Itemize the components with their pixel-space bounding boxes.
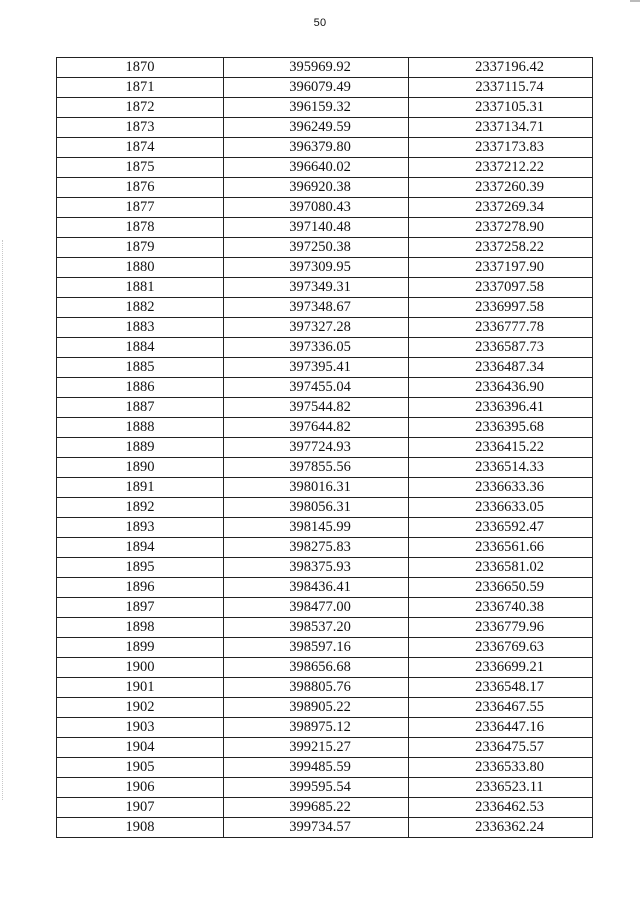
table-row: [57, 238, 593, 258]
point-number-cell: 1878: [57, 218, 224, 238]
y-coordinate-cell: 2336447.16: [409, 718, 593, 738]
x-coordinate-cell: 397348.67: [224, 298, 409, 318]
x-coordinate-cell: 397327.28: [224, 318, 409, 338]
y-coordinate-cell: 2336436.90: [409, 378, 593, 398]
x-coordinate-cell: 395969.92: [224, 58, 409, 78]
table-row: [57, 318, 593, 338]
table-row: [57, 638, 593, 658]
table-row: [57, 498, 593, 518]
y-coordinate-cell: 2336475.57: [409, 738, 593, 758]
point-number-cell: 1901: [57, 678, 224, 698]
point-number-cell: 1898: [57, 618, 224, 638]
table-row: [57, 218, 593, 238]
point-number-cell: 1886: [57, 378, 224, 398]
point-number-cell: 1876: [57, 178, 224, 198]
point-number-cell: 1891: [57, 478, 224, 498]
x-coordinate-cell: 396379.80: [224, 138, 409, 158]
point-number-cell: 1870: [57, 58, 224, 78]
y-coordinate-cell: 2337212.22: [409, 158, 593, 178]
page-number: 50: [313, 17, 327, 29]
x-coordinate-cell: 398597.16: [224, 638, 409, 658]
y-coordinate-cell: 2336395.68: [409, 418, 593, 438]
coordinates-table: [56, 57, 593, 838]
x-coordinate-cell: 397309.95: [224, 258, 409, 278]
point-number-cell: 1873: [57, 118, 224, 138]
point-number-cell: 1881: [57, 278, 224, 298]
x-coordinate-cell: 398975.12: [224, 718, 409, 738]
x-coordinate-cell: 399685.22: [224, 798, 409, 818]
y-coordinate-cell: 2336779.96: [409, 618, 593, 638]
point-number-cell: 1875: [57, 158, 224, 178]
table-row: [57, 598, 593, 618]
y-coordinate-cell: 2337105.31: [409, 98, 593, 118]
y-coordinate-cell: 2337269.34: [409, 198, 593, 218]
point-number-cell: 1907: [57, 798, 224, 818]
table-row: [57, 198, 593, 218]
page-corner-rule: [630, 0, 640, 2]
y-coordinate-cell: 2336462.53: [409, 798, 593, 818]
point-number-cell: 1906: [57, 778, 224, 798]
y-coordinate-cell: 2336487.34: [409, 358, 593, 378]
y-coordinate-cell: 2336777.78: [409, 318, 593, 338]
point-number-cell: 1908: [57, 818, 224, 838]
table-row: [57, 778, 593, 798]
y-coordinate-cell: 2337196.42: [409, 58, 593, 78]
table-row: [57, 678, 593, 698]
point-number-cell: 1883: [57, 318, 224, 338]
point-number-cell: 1893: [57, 518, 224, 538]
y-coordinate-cell: 2336415.22: [409, 438, 593, 458]
y-coordinate-cell: 2336633.05: [409, 498, 593, 518]
table-row: [57, 98, 593, 118]
point-number-cell: 1874: [57, 138, 224, 158]
table-row: [57, 558, 593, 578]
table-row: [57, 538, 593, 558]
table-row: [57, 258, 593, 278]
x-coordinate-cell: 397544.82: [224, 398, 409, 418]
x-coordinate-cell: 397395.41: [224, 358, 409, 378]
point-number-cell: 1877: [57, 198, 224, 218]
x-coordinate-cell: 399215.27: [224, 738, 409, 758]
point-number-cell: 1897: [57, 598, 224, 618]
table-row: [57, 398, 593, 418]
x-coordinate-cell: 398436.41: [224, 578, 409, 598]
y-coordinate-cell: 2336581.02: [409, 558, 593, 578]
x-coordinate-cell: 397644.82: [224, 418, 409, 438]
y-coordinate-cell: 2337134.71: [409, 118, 593, 138]
table-row: [57, 438, 593, 458]
point-number-cell: 1899: [57, 638, 224, 658]
x-coordinate-cell: 396920.38: [224, 178, 409, 198]
x-coordinate-cell: 398275.83: [224, 538, 409, 558]
y-coordinate-cell: 2336396.41: [409, 398, 593, 418]
x-coordinate-cell: 396159.32: [224, 98, 409, 118]
y-coordinate-cell: 2337173.83: [409, 138, 593, 158]
table-row: [57, 518, 593, 538]
x-coordinate-cell: 399485.59: [224, 758, 409, 778]
coordinates-table-body: [57, 58, 593, 838]
x-coordinate-cell: 396640.02: [224, 158, 409, 178]
point-number-cell: 1880: [57, 258, 224, 278]
table-row: [57, 78, 593, 98]
point-number-cell: 1905: [57, 758, 224, 778]
table-row: [57, 738, 593, 758]
table-row: [57, 278, 593, 298]
table-row: [57, 178, 593, 198]
x-coordinate-cell: 397250.38: [224, 238, 409, 258]
y-coordinate-cell: 2336362.24: [409, 818, 593, 838]
y-coordinate-cell: 2336533.80: [409, 758, 593, 778]
point-number-cell: 1902: [57, 698, 224, 718]
y-coordinate-cell: 2337197.90: [409, 258, 593, 278]
x-coordinate-cell: 398375.93: [224, 558, 409, 578]
y-coordinate-cell: 2337278.90: [409, 218, 593, 238]
y-coordinate-cell: 2336467.55: [409, 698, 593, 718]
table-row: [57, 138, 593, 158]
table-row: [57, 58, 593, 78]
y-coordinate-cell: 2336587.73: [409, 338, 593, 358]
y-coordinate-cell: 2337260.39: [409, 178, 593, 198]
y-coordinate-cell: 2336769.63: [409, 638, 593, 658]
table-row: [57, 578, 593, 598]
y-coordinate-cell: 2337258.22: [409, 238, 593, 258]
table-row: [57, 158, 593, 178]
table-row: [57, 818, 593, 838]
x-coordinate-cell: 398537.20: [224, 618, 409, 638]
point-number-cell: 1888: [57, 418, 224, 438]
table-row: [57, 718, 593, 738]
point-number-cell: 1884: [57, 338, 224, 358]
y-coordinate-cell: 2336561.66: [409, 538, 593, 558]
x-coordinate-cell: 396079.49: [224, 78, 409, 98]
point-number-cell: 1895: [57, 558, 224, 578]
point-number-cell: 1885: [57, 358, 224, 378]
y-coordinate-cell: 2336633.36: [409, 478, 593, 498]
page-edge-dots: [2, 240, 5, 800]
x-coordinate-cell: 398656.68: [224, 658, 409, 678]
y-coordinate-cell: 2336650.59: [409, 578, 593, 598]
y-coordinate-cell: 2337097.58: [409, 278, 593, 298]
x-coordinate-cell: 398016.31: [224, 478, 409, 498]
x-coordinate-cell: 399734.57: [224, 818, 409, 838]
table-row: [57, 458, 593, 478]
x-coordinate-cell: 398905.22: [224, 698, 409, 718]
x-coordinate-cell: 398056.31: [224, 498, 409, 518]
table-row: [57, 298, 593, 318]
point-number-cell: 1871: [57, 78, 224, 98]
point-number-cell: 1872: [57, 98, 224, 118]
table-row: [57, 478, 593, 498]
y-coordinate-cell: 2336514.33: [409, 458, 593, 478]
table-row: [57, 418, 593, 438]
table-row: [57, 698, 593, 718]
y-coordinate-cell: 2336740.38: [409, 598, 593, 618]
x-coordinate-cell: 397140.48: [224, 218, 409, 238]
table-row: [57, 618, 593, 638]
table-row: [57, 658, 593, 678]
y-coordinate-cell: 2336548.17: [409, 678, 593, 698]
x-coordinate-cell: 399595.54: [224, 778, 409, 798]
table-row: [57, 338, 593, 358]
point-number-cell: 1900: [57, 658, 224, 678]
point-number-cell: 1903: [57, 718, 224, 738]
point-number-cell: 1889: [57, 438, 224, 458]
x-coordinate-cell: 397080.43: [224, 198, 409, 218]
x-coordinate-cell: 397455.04: [224, 378, 409, 398]
x-coordinate-cell: 398145.99: [224, 518, 409, 538]
y-coordinate-cell: 2336592.47: [409, 518, 593, 538]
x-coordinate-cell: 397855.56: [224, 458, 409, 478]
point-number-cell: 1887: [57, 398, 224, 418]
point-number-cell: 1890: [57, 458, 224, 478]
y-coordinate-cell: 2337115.74: [409, 78, 593, 98]
y-coordinate-cell: 2336523.11: [409, 778, 593, 798]
point-number-cell: 1894: [57, 538, 224, 558]
table-row: [57, 758, 593, 778]
point-number-cell: 1882: [57, 298, 224, 318]
table-row: [57, 118, 593, 138]
x-coordinate-cell: 396249.59: [224, 118, 409, 138]
x-coordinate-cell: 397336.05: [224, 338, 409, 358]
point-number-cell: 1892: [57, 498, 224, 518]
point-number-cell: 1904: [57, 738, 224, 758]
table-row: [57, 798, 593, 818]
table-row: [57, 358, 593, 378]
y-coordinate-cell: 2336997.58: [409, 298, 593, 318]
x-coordinate-cell: 397349.31: [224, 278, 409, 298]
table-row: [57, 378, 593, 398]
point-number-cell: 1879: [57, 238, 224, 258]
x-coordinate-cell: 398477.00: [224, 598, 409, 618]
point-number-cell: 1896: [57, 578, 224, 598]
y-coordinate-cell: 2336699.21: [409, 658, 593, 678]
x-coordinate-cell: 397724.93: [224, 438, 409, 458]
x-coordinate-cell: 398805.76: [224, 678, 409, 698]
